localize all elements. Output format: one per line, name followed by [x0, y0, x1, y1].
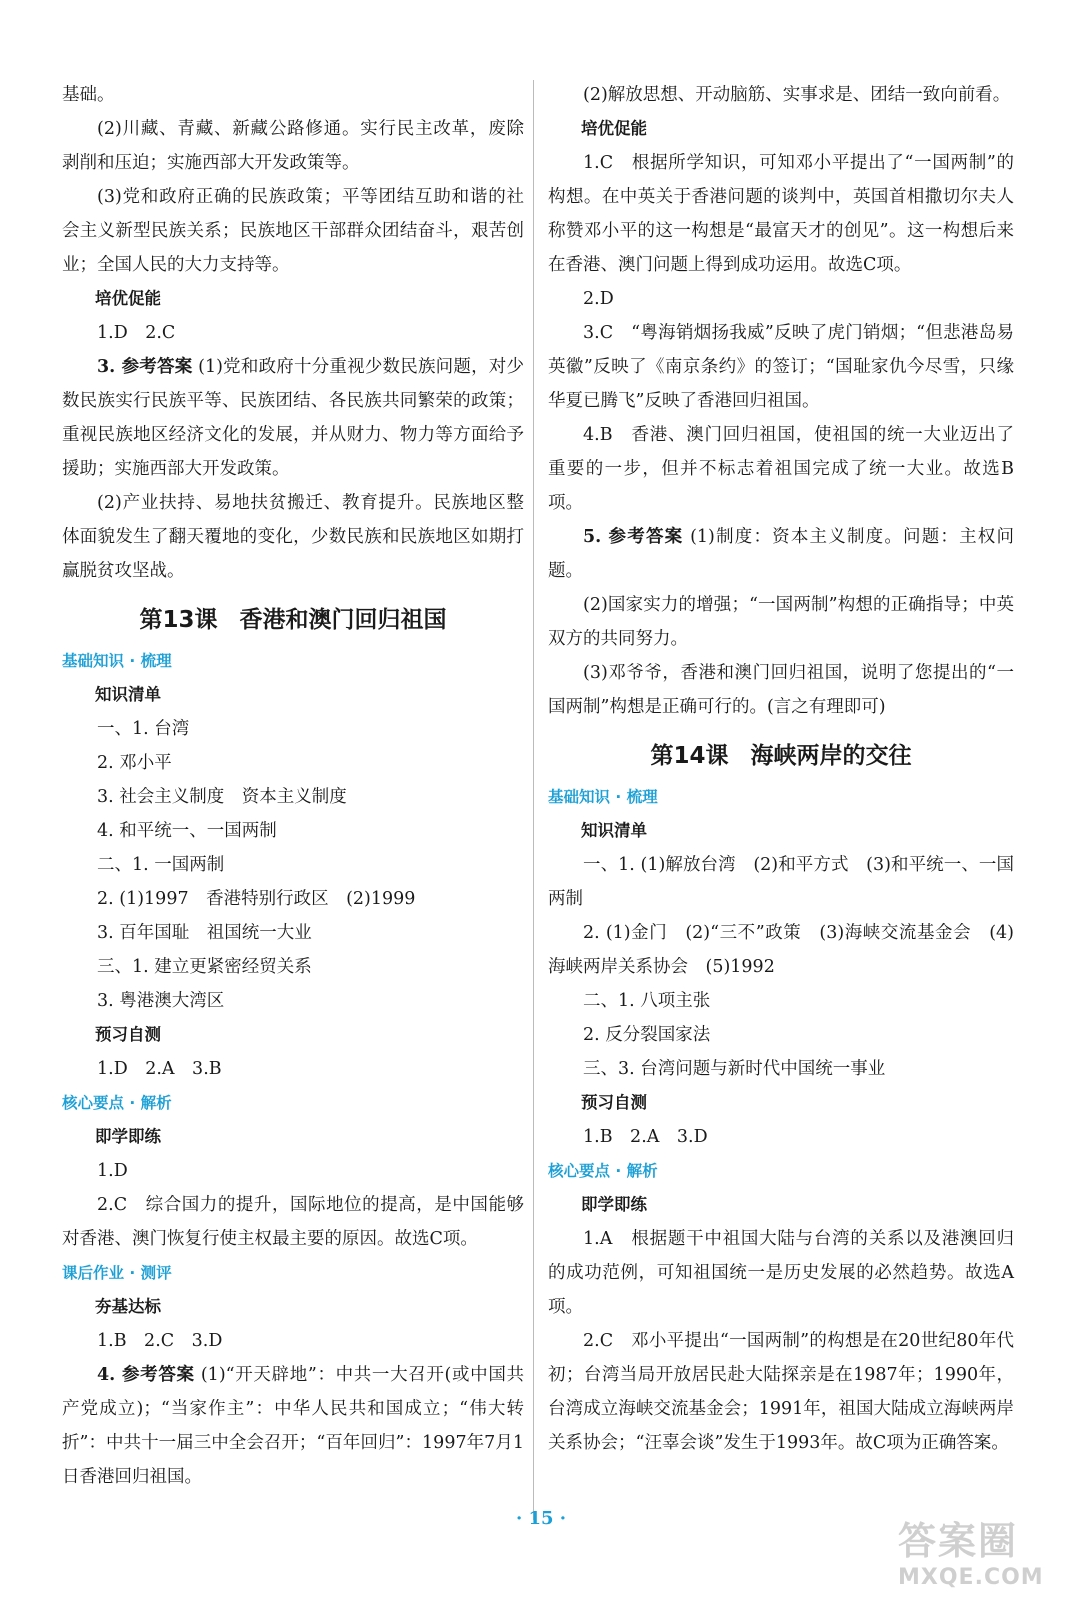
- section-heading: 核心要点 · 解析: [62, 1094, 172, 1112]
- paragraph: 1.C 根据所学知识，可知邓小平提出了“一国两制”的构想。在中英关于香港问题的谈判中，英国首相撒切尔夫人称赞邓小平的这一构想是“最富天才的创见”。这一构想后来在香港、澳门问题上得到成功运用。故选C项。: [548, 153, 1014, 275]
- paragraph: [548, 520, 1014, 588]
- paragraph: 2.C 邓小平提出“一国两制”的构想是在20世纪80年代初；台湾当局开放居民赴大陆探亲是在1987年；1990年，台湾成立海峡交流基金会；1991年，祖国大陆成立海峡两岸关系协会；“汪辜会谈”发生于1993年。故C项为正确答案。: [548, 1331, 1014, 1453]
- answer-line: 1.D 2.C: [97, 323, 176, 343]
- list-item: 3. 粤港澳大湾区: [97, 991, 225, 1011]
- list-item: 2. (1)1997 香港特别行政区 (2)1999: [97, 889, 416, 909]
- list-item: 1.D 2.A 3.B: [97, 1059, 222, 1079]
- paragraph: (2)国家实力的增强；“一国两制”构想的正确指导；中英双方的共同努力。: [548, 595, 1014, 649]
- paragraph: (3)邓爷爷，香港和澳门回归祖国，说明了您提出的“一国两制”构想是正确可行的。(言之有理即可): [548, 663, 1014, 717]
- section-heading: 课后作业 · 测评: [62, 1264, 172, 1282]
- right-column: [548, 78, 1014, 1460]
- answer-text: (1)“开天辟地”：中共一大召开(或中国共产党成立)；“当家作主”：中华人民共和国成立；“伟大转折”：中共十一届三中全会召开；“百年回归”：1997年7月1日香港回归祖国。: [62, 1365, 524, 1487]
- answer-label: 3. 参考答案: [97, 357, 193, 377]
- column-divider: [533, 80, 534, 1520]
- lesson-title: 香港和澳门回归祖国: [239, 607, 447, 633]
- list-item: 1.B 2.A 3.D: [583, 1127, 708, 1147]
- paragraph: (2)解放思想、开动脑筋、实事求是、团结一致向前看。: [583, 85, 1011, 105]
- subheading-zhishi: 知识清单: [95, 685, 161, 704]
- lesson-13-title: [62, 602, 524, 638]
- list-item: 1.B 2.C 3.D: [97, 1331, 223, 1351]
- subheading-zhishi: 知识清单: [581, 821, 647, 840]
- paragraph: 4.B 香港、澳门回归祖国，使祖国的统一大业迈出了重要的一步，但并不标志着祖国完成了统一大业。故选B项。: [548, 425, 1014, 513]
- lesson-number: 第14课: [650, 743, 729, 769]
- list-item: 二、1. 一国两制: [97, 855, 225, 875]
- list-item: 4. 和平统一、一国两制: [97, 821, 277, 841]
- list-item: 一、1. 台湾: [97, 719, 190, 739]
- paragraph: 1.A 根据题干中祖国大陆与台湾的关系以及港澳回归的成功范例，可知祖国统一是历史发展的必然趋势。故选A项。: [548, 1229, 1014, 1317]
- paragraph: 基础。: [62, 85, 115, 105]
- paragraph: (2)川藏、青藏、新藏公路修通。实行民主改革，废除剥削和压迫；实施西部大开发政策等。: [62, 119, 524, 173]
- answer-label: 5. 参考答案: [583, 527, 684, 547]
- list-item: 2. 邓小平: [97, 753, 172, 773]
- subheading-peiyou: 培优促能: [95, 289, 161, 308]
- subheading-yuxi: 预习自测: [95, 1025, 161, 1044]
- lesson-number: 第13课: [139, 607, 218, 633]
- paragraph: (3)党和政府正确的民族政策；平等团结互助和谐的社会主义新型民族关系；民族地区干部群众团结奋斗，艰苦创业；全国人民的大力支持等。: [62, 187, 524, 275]
- subheading-peiyou: 培优促能: [581, 119, 647, 138]
- subheading-yuxi: 预习自测: [581, 1093, 647, 1112]
- section-heading: 基础知识 · 梳理: [62, 652, 172, 670]
- subheading-jixue: 即学即练: [95, 1127, 161, 1146]
- subheading-jixue: 即学即练: [581, 1195, 647, 1214]
- list-item: 2. 反分裂国家法: [583, 1025, 711, 1045]
- answer-text: (1)党和政府十分重视少数民族问题，对少数民族实行民族平等、民族团结、各民族共同繁荣的政策；重视民族地区经济文化的发展，并从财力、物力等方面给予援助；实施西部大开发政策。: [62, 357, 524, 479]
- subheading-duoji: 夯基达标: [95, 1297, 161, 1316]
- watermark-line1: 答案圈: [898, 1519, 1019, 1563]
- list-item: 三、3. 台湾问题与新时代中国统一事业: [583, 1059, 886, 1079]
- list-item: 3. 百年国耻 祖国统一大业: [97, 923, 312, 943]
- list-item: 二、1. 八项主张: [583, 991, 711, 1011]
- paragraph: 2. (1)金门 (2)“三不”政策 (3)海峡交流基金会 (4)海峡两岸关系协会 (5)1992: [548, 923, 1014, 977]
- paragraph: 3.C “粤海销烟扬我威”反映了虎门销烟；“但悲港岛易英徽”反映了《南京条约》的签订；“国耻家仇今尽雪，只缘华夏已腾飞”反映了香港回归祖国。: [548, 323, 1014, 411]
- watermark-line2: MXQE.COM: [898, 1565, 1044, 1590]
- section-heading: 核心要点 · 解析: [548, 1162, 658, 1180]
- left-column: [62, 78, 524, 1494]
- lesson-title: 海峡两岸的交往: [750, 743, 912, 769]
- page-number: · 15 ·: [515, 1508, 567, 1529]
- answer-text: (1)制度：资本主义制度。问题：主权问题。: [548, 527, 1014, 581]
- paragraph: 一、1. (1)解放台湾 (2)和平方式 (3)和平统一、一国两制: [548, 855, 1014, 909]
- paragraph: [62, 350, 524, 486]
- paragraph: [62, 1358, 524, 1494]
- paragraph: 2.C 综合国力的提升，国际地位的提高，是中国能够对香港、澳门恢复行使主权最主要的原因。故选C项。: [62, 1195, 524, 1249]
- paragraph: (2)产业扶持、易地扶贫搬迁、教育提升。民族地区整体面貌发生了翻天覆地的变化，少数民族和民族地区如期打赢脱贫攻坚战。: [62, 493, 524, 581]
- section-heading: 基础知识 · 梳理: [548, 788, 658, 806]
- answer-label: 4. 参考答案: [97, 1365, 195, 1385]
- list-item: 三、1. 建立更紧密经贸关系: [97, 957, 312, 977]
- watermark-logo: [898, 1510, 1068, 1590]
- list-item: 1.D: [97, 1161, 128, 1181]
- list-item: 2.D: [583, 289, 614, 309]
- lesson-14-title: [548, 738, 1014, 774]
- list-item: 3. 社会主义制度 资本主义制度: [97, 787, 347, 807]
